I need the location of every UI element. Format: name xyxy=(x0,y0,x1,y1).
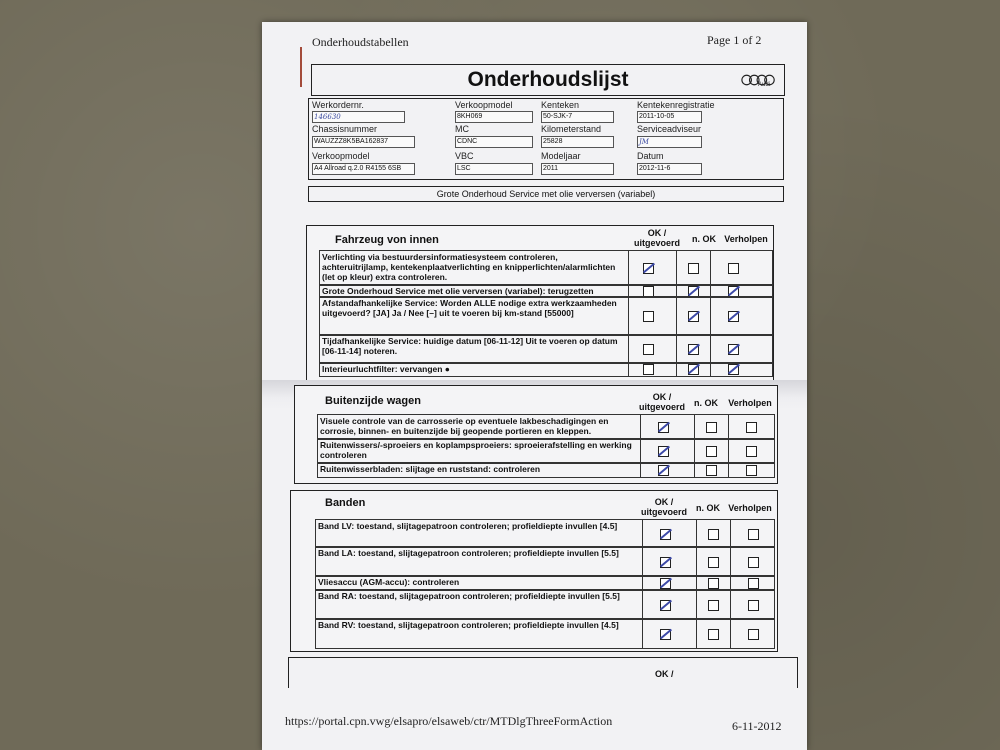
checkbox-nok[interactable] xyxy=(708,600,719,611)
footer-date: 6-11-2012 xyxy=(732,719,782,733)
checkbox-verholpen[interactable] xyxy=(748,578,759,589)
serviceadviseur-label: Serviceadviseur xyxy=(637,124,702,134)
col-ok-header: OK / uitgevoerd xyxy=(640,497,687,517)
verkoopmodel2-field[interactable]: A4 Allroad q.2.0 R4155 6SB xyxy=(312,163,415,175)
kilometerstand-field[interactable]: 25828 xyxy=(541,136,614,148)
chassisnummer-label: Chassisnummer xyxy=(312,124,378,134)
checkbox-verholpen[interactable] xyxy=(728,263,739,274)
service-type-bar: Grote Onderhoud Service met olie verversen (variabel) xyxy=(308,186,784,202)
row-text: Band LV: toestand, slijtagepatroon controleren; profieldiepte invullen [4.5] xyxy=(318,521,618,531)
checkbox-nok[interactable] xyxy=(708,629,719,640)
row-text: Verlichting via bestuurdersinformatiesysteem controleren, achteruitrijlamp, kentekenplaatverlichting en knipperlichten/alarmlichten (let op kleur) extra controleren. xyxy=(322,252,616,282)
chassisnummer-field[interactable]: WAUZZZ8K5BA162837 xyxy=(312,136,415,148)
kilometerstand-label: Kilometerstand xyxy=(541,124,602,134)
verkoopmodel-label: Verkoopmodel xyxy=(455,100,513,110)
table-row xyxy=(319,334,773,364)
col-nok-header: n. OK xyxy=(694,398,718,408)
page-number: Page 1 of 2 xyxy=(707,33,762,47)
form-title: Onderhoudslijst xyxy=(467,68,629,91)
title-box xyxy=(311,64,785,96)
checkbox-ok[interactable] xyxy=(643,263,654,274)
table-row xyxy=(319,296,773,336)
checkbox-nok[interactable] xyxy=(708,578,719,589)
checkbox-verholpen[interactable] xyxy=(748,529,759,540)
checkbox-verholpen[interactable] xyxy=(746,465,757,476)
section-banden xyxy=(290,490,778,652)
col-ok-header: OK / uitgevoerd xyxy=(633,228,680,248)
checkbox-verholpen[interactable] xyxy=(746,446,757,457)
row-text: Afstandafhankelijke Service: Worden ALLE nodige extra werkzaamheden uitgevoerd? [JA] Ja / Nee [–] uit te voeren bij km-stand [55000] xyxy=(322,298,617,318)
section-title: Banden xyxy=(325,497,366,509)
checkbox-ok[interactable] xyxy=(643,311,654,322)
checkbox-verholpen[interactable] xyxy=(746,422,757,433)
checkbox-ok[interactable] xyxy=(643,364,654,375)
row-text: Band RA: toestand, slijtagepatroon controleren; profieldiepte invullen [5.5] xyxy=(318,591,620,601)
section-title: Fahrzeug von innen xyxy=(335,234,439,246)
checkbox-ok[interactable] xyxy=(643,344,654,355)
footer-url: https://portal.cpn.vwg/elsapro/elsaweb/ctr/MTDlgThreeFormAction xyxy=(285,714,613,728)
page-header-title: Onderhoudstabellen xyxy=(312,35,409,49)
checkbox-nok[interactable] xyxy=(708,529,719,540)
vehicle-info-box xyxy=(308,98,784,180)
table-row xyxy=(315,618,775,649)
row-text: Vliesaccu (AGM-accu): controleren xyxy=(318,577,460,587)
serviceadviseur-field[interactable]: JM xyxy=(637,136,702,148)
row-text: Band RV: toestand, slijtagepatroon controleren; profieldiepte invullen [4.5] xyxy=(318,620,619,630)
checkbox-nok[interactable] xyxy=(706,422,717,433)
vbc-field[interactable]: LSC xyxy=(455,163,533,175)
maintenance-form-page xyxy=(262,22,807,750)
checkbox-verholpen[interactable] xyxy=(728,364,739,375)
mc-label: MC xyxy=(455,124,469,134)
checkbox-nok[interactable] xyxy=(708,557,719,568)
checkbox-nok[interactable] xyxy=(688,344,699,355)
modeljaar-label: Modeljaar xyxy=(541,151,581,161)
werkordernr-label: Werkordernr. xyxy=(312,100,364,110)
checkbox-ok[interactable] xyxy=(660,529,671,540)
section-fahrzeug-innen xyxy=(306,225,774,383)
col-verholpen-header: Verholpen xyxy=(724,234,768,244)
kentekenregistratie-field[interactable]: 2011-10-05 xyxy=(637,111,702,123)
table-row xyxy=(315,546,775,577)
staple xyxy=(300,47,302,87)
section-title: Buitenzijde wagen xyxy=(325,395,421,407)
section-buitenzijde-wagen xyxy=(294,385,778,484)
kentekenregistratie-label: Kentekenregistratie xyxy=(637,100,715,110)
row-text: Grote Onderhoud Service met olie verversen (variabel): terugzetten xyxy=(322,286,594,296)
kenteken-field[interactable]: 50-SJK-7 xyxy=(541,111,614,123)
mc-field[interactable]: CDNC xyxy=(455,136,533,148)
checkbox-verholpen[interactable] xyxy=(748,600,759,611)
row-text: Ruitenwisserbladen: slijtage en ruststand: controleren xyxy=(320,464,541,474)
checkbox-verholpen[interactable] xyxy=(728,311,739,322)
row-text: Band LA: toestand, slijtagepatroon controleren; profieldiepte invullen [5.5] xyxy=(318,548,619,558)
checkbox-ok[interactable] xyxy=(660,629,671,640)
table-row xyxy=(317,414,775,440)
row-text: Interieurluchtfilter: vervangen ● xyxy=(322,364,450,374)
table-row xyxy=(317,462,775,478)
checkbox-nok[interactable] xyxy=(706,465,717,476)
table-row xyxy=(319,250,773,286)
col-nok-header: n. OK xyxy=(696,503,720,513)
table-row xyxy=(315,589,775,620)
checkbox-nok[interactable] xyxy=(688,263,699,274)
checkbox-nok[interactable] xyxy=(688,364,699,375)
col-ok-header: OK / uitgevoerd xyxy=(638,392,685,412)
audi-rings-logo xyxy=(740,68,778,92)
next-section-box xyxy=(288,657,798,688)
checkbox-verholpen[interactable] xyxy=(748,629,759,640)
table-row xyxy=(319,362,773,377)
checkbox-nok[interactable] xyxy=(706,446,717,457)
col-ok-header-partial: OK / xyxy=(655,669,674,679)
checkbox-ok[interactable] xyxy=(658,422,669,433)
brand-name: Audi xyxy=(757,82,770,88)
werkordernr-field[interactable]: 146630 xyxy=(312,111,405,123)
verkoopmodel-field[interactable]: 8KH069 xyxy=(455,111,533,123)
checkbox-ok[interactable] xyxy=(658,446,669,457)
col-nok-header: n. OK xyxy=(692,234,716,244)
row-text: Tijdafhankelijke Service: huidige datum [06-11-12] Uit te voeren op datum [06-11-14] noteren. xyxy=(322,336,618,356)
checkbox-ok[interactable] xyxy=(660,557,671,568)
datum-label: Datum xyxy=(637,151,664,161)
checkbox-nok[interactable] xyxy=(688,311,699,322)
col-verholpen-header: Verholpen xyxy=(728,398,772,408)
col-verholpen-header: Verholpen xyxy=(728,503,772,513)
table-row xyxy=(315,519,775,548)
kenteken-label: Kenteken xyxy=(541,100,580,110)
row-text: Ruitenwissers/-sproeiers en koplampsproeiers: sproeierafstelling en werking controleren xyxy=(320,440,632,460)
table-row xyxy=(317,438,775,464)
checkbox-ok[interactable] xyxy=(660,600,671,611)
row-text: Visuele controle van de carrosserie op eventuele lakbeschadigingen en corrosie, binnen- en buitenzijde bij geopende portieren en kleppen. xyxy=(320,416,609,436)
modeljaar-field[interactable]: 2011 xyxy=(541,163,614,175)
datum-field[interactable]: 2012-11-6 xyxy=(637,163,702,175)
checkbox-verholpen[interactable] xyxy=(728,344,739,355)
checkbox-ok[interactable] xyxy=(660,578,671,589)
verkoopmodel2-label: Verkoopmodel xyxy=(312,151,370,161)
checkbox-ok[interactable] xyxy=(658,465,669,476)
checkbox-verholpen[interactable] xyxy=(748,557,759,568)
vbc-label: VBC xyxy=(455,151,474,161)
